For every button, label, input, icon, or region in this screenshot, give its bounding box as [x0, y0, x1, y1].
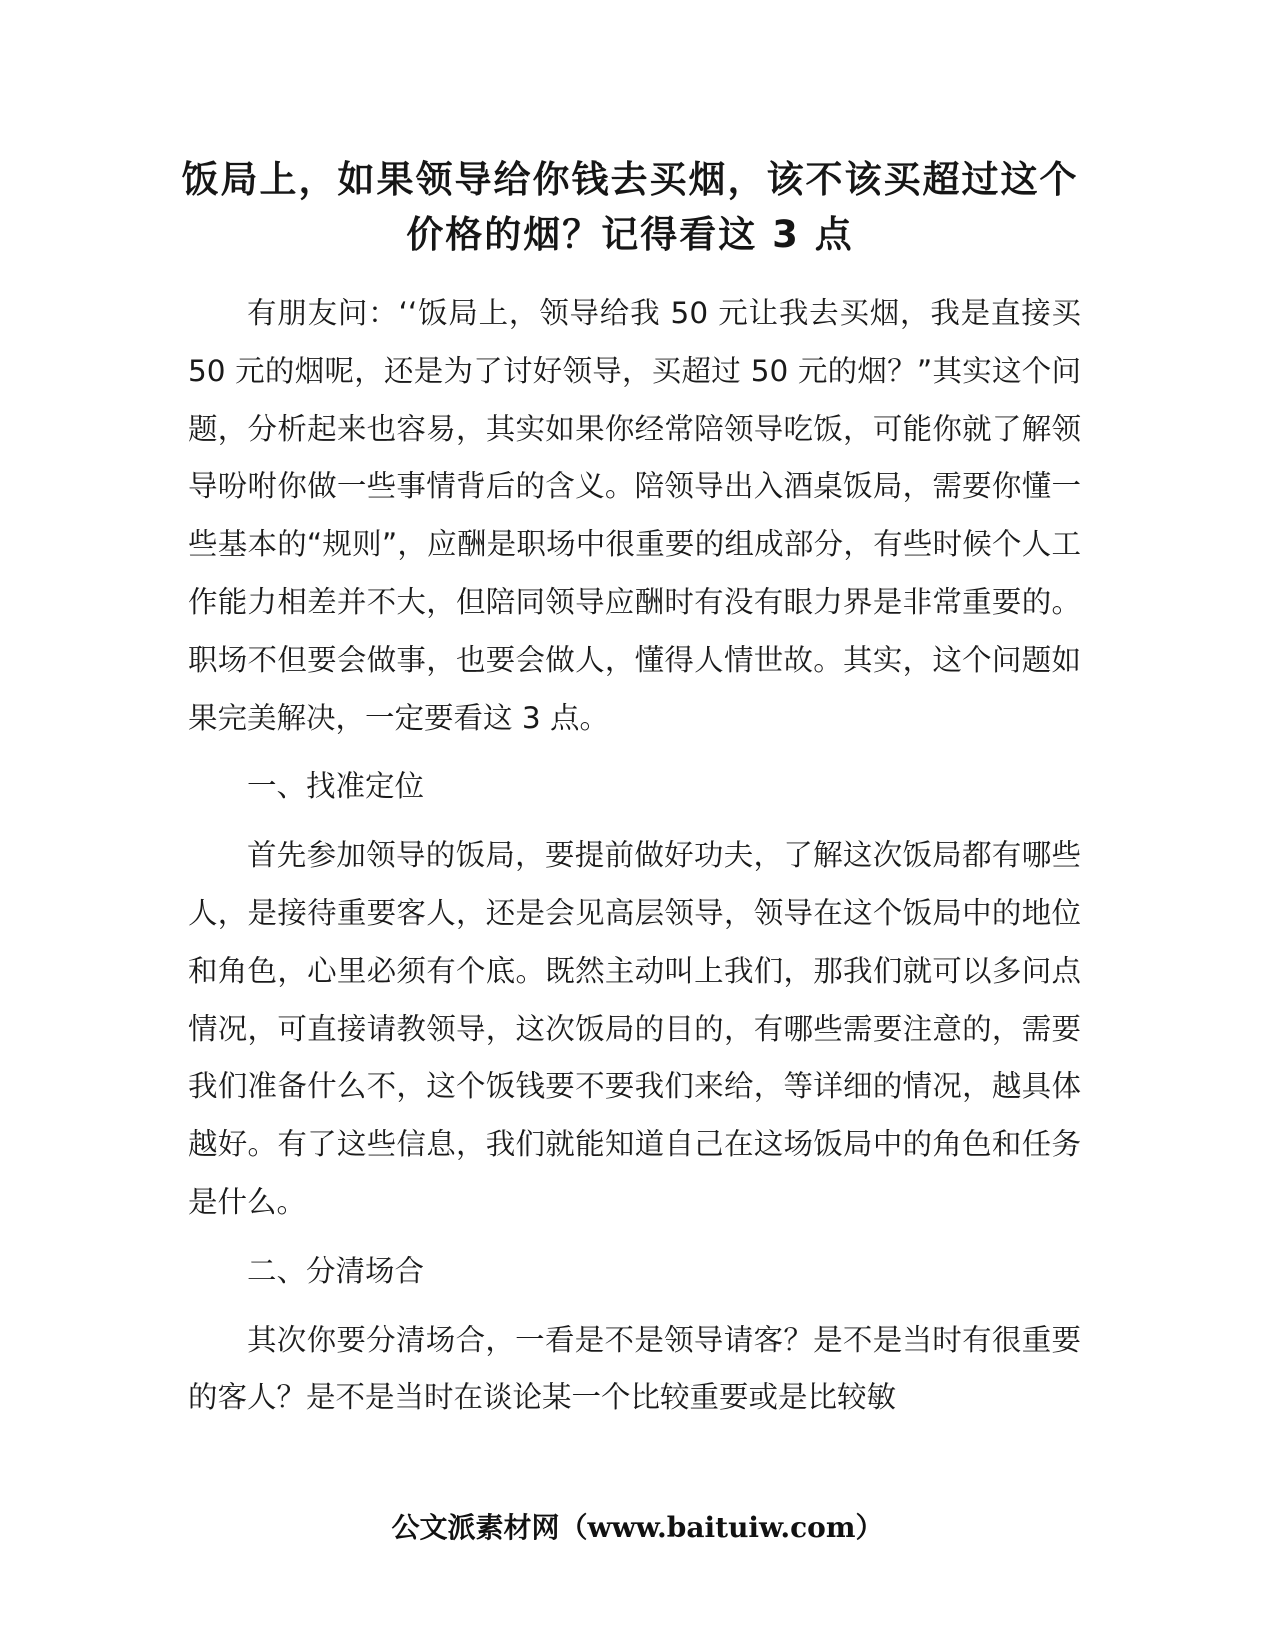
section-heading-2: 二、分清场合 — [247, 1253, 425, 1288]
document-body — [188, 285, 1081, 1427]
intro-paragraph: 有朋友问：‘‘饭局上，领导给我 50 元让我去买烟，我是直接买 50 元的烟呢，还是为了讨好领导，买超过 50 元的烟？”其实这个问题，分析起来也容易，其实如果你经常陪领导吃饭，可能你就了解领导吩咐你做一些事情背后的含义。陪领导出入酒桌饭局，需要你懂一些基本的“规则”，应酬是职场中很重要的组成部分，有些时候个人工作能力相差并不大，但陪同领导应酬时有没有眼力界是非常重要的。职场不但要会做事，也要会做人，懂得人情世故。其实，这个问题如果完美解决，一定要看这 3 点。 — [188, 296, 1081, 735]
page-title: 饭局上，如果领导给你钱去买烟，该不该买超过这个价格的烟？记得看这 3 点 — [181, 158, 1079, 256]
section-1-paragraph: 首先参加领导的饭局，要提前做好功夫，了解这次饭局都有哪些人，是接待重要客人，还是会见高层领导，领导在这个饭局中的地位和角色，心里必须有个底。既然主动叫上我们，那我们就可以多问点情况，可直接请教领导，这次饭局的目的，有哪些需要注意的，需要我们准备什么不，这个饭钱要不要我们来给，等详细的情况，越具体越好。有了这些信息，我们就能知道自己在这场饭局中的角色和任务是什么。 — [188, 838, 1081, 1219]
section-heading-1: 一、找准定位 — [247, 769, 425, 804]
section-2-paragraph: 其次你要分清场合，一看是不是领导请客？是不是当时有很重要的客人？是不是当时在谈论某一个比较重要或是比较敏 — [188, 1322, 1081, 1415]
footer-watermark: 公文派素材网（www.baituiw.com） — [391, 1511, 884, 1544]
